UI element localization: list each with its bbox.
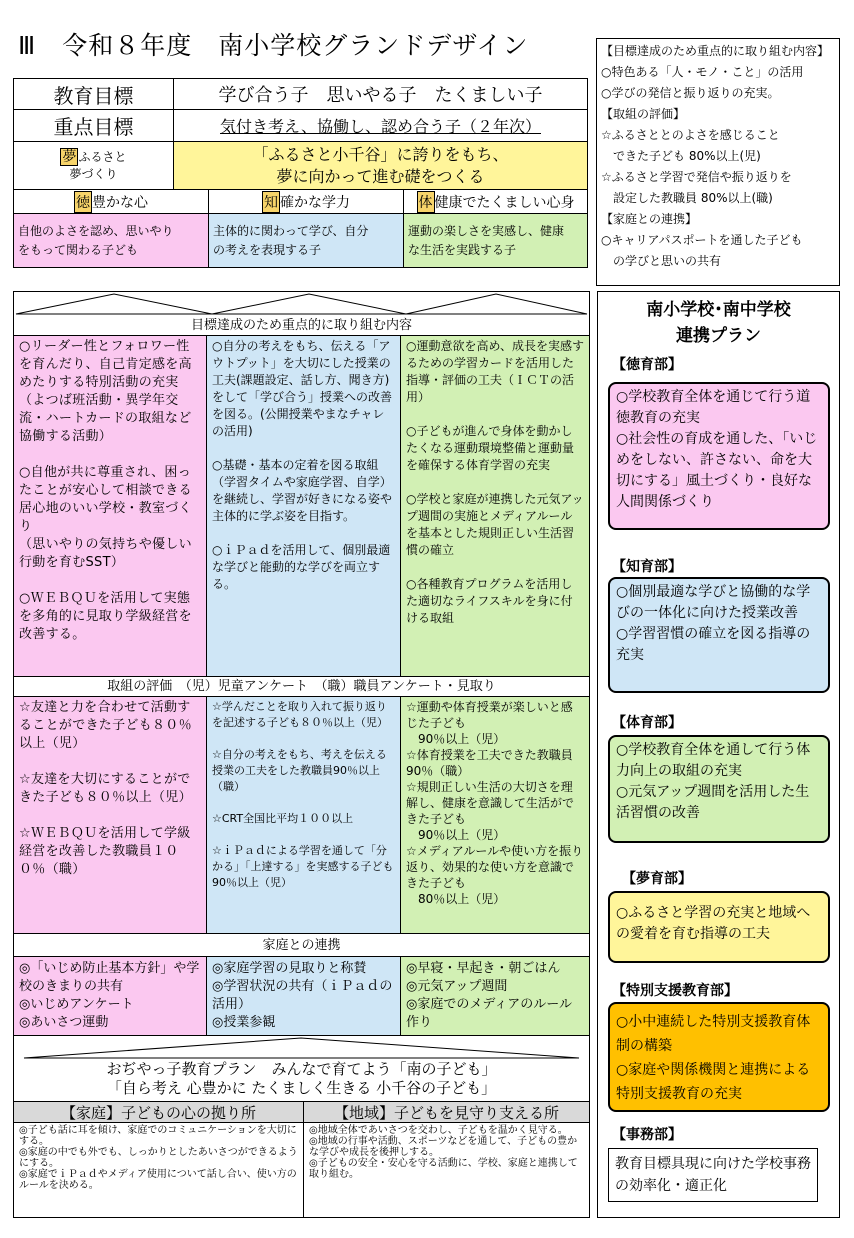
- goals-table: [13, 78, 588, 268]
- focus-goal-label: 重点目標: [14, 110, 174, 142]
- dream-label-line2: 夢づくり: [69, 166, 118, 181]
- key-content-line: できた子ども 80%以上(児): [601, 149, 761, 163]
- focus-goal-underlined: 気付き考え、協働し、認め合う子（２年次）: [220, 117, 541, 136]
- body-home: ◎早寝・早起き・朝ごはん ◎元気アップ週間 ◎家庭でのメディアのルール作り: [401, 957, 589, 1036]
- home-title: 【家庭】子どもの心の拠り所: [14, 1101, 304, 1123]
- key-content-line: ○特色ある「人・モノ・こと」の活用: [601, 65, 804, 79]
- section-head-office: 【事務部】: [612, 1127, 682, 1143]
- section-knowledge: ○個別最適な学びと協働的な学びの一体化に向けた授業改善 ○学習習慣の確立を図る指導の充実: [608, 577, 830, 693]
- key-content-line: 【家庭との連携】: [601, 212, 698, 226]
- pillar-knowledge-header: [209, 190, 404, 213]
- section-office: 教育目標具現に向けた学校事務の効率化・適正化: [608, 1148, 818, 1202]
- moral-label: 豊かな心: [92, 194, 148, 211]
- pillar-moral-desc: 自他のよさを認め、思いやり をもって関わる子ども: [14, 214, 209, 267]
- dream-text: 「ふるさと小千谷」に誇りをもち、 夢に向かって進む礎をつくる: [174, 142, 587, 190]
- section-head-knowledge: 【知育部】: [612, 559, 682, 575]
- bottom-arrow: [14, 1036, 589, 1060]
- key-content-line: 【目標達成のため重点的に取り組む内容】: [601, 44, 830, 58]
- knowledge-kanji-badge: 知: [262, 191, 280, 213]
- plan-line2: 「自ら考え 心豊かに たくましく生きる 小千谷の子ども」: [106, 1078, 497, 1097]
- dream-kanji-badge: 夢: [62, 148, 77, 165]
- section-head-moral: 【徳育部】: [612, 357, 682, 373]
- pillar-body-header: [404, 190, 587, 213]
- section-head-dream: 【夢育部】: [622, 871, 692, 887]
- eval-header: 取組の評価 （児）児童アンケート （職）職員アンケート・見取り: [14, 676, 589, 697]
- moral-eval: ☆友達と力を合わせて活動することができた子ども８０％以上（児） ☆友達を大切にすることができた子ども８０％以上（児） ☆ＷＥＢＱＵを活用して学級経営を改善した教職員１００％（職）: [14, 697, 207, 933]
- knowledge-actions: ○自分の考えをもち、伝える「アウトプット」を大切にした授業の工夫(課題設定、話し方、聞き方)をして「学び合う」授業への改善を図る。(公開授業やまなチャレの活用) ○基礎・基本の定着を図る取組（学習タイムや家庭学習、自学）を継続し、学習が好きになる姿や主体的に学ぶ姿を目指す。 ○ｉＰａｄを活用して、個別最適な学びと能動的な学びを両立する。: [207, 336, 401, 676]
- moral-actions: ○リーダー性とフォロワー性を育んだり、自己肯定感を高めたりする特別活動の充実（よつば班活動・異学年交流・ハートカードの取組など協働する活動） ○自他が共に尊重され、困ったことが安心して相談できる居心地のいい学校・教室づくり （思いやりの気持ちや優しい行動を育むSST） ○ＷＥＢＱＵを活用して実態を多角的に見取り学級経営を改善する。: [14, 336, 207, 676]
- dream-label-line1: [60, 149, 126, 166]
- page-title: Ⅲ 令和８年度 南小学校グランドデザイン: [18, 31, 529, 60]
- pillar-moral-header: [14, 190, 209, 213]
- edu-goal-text: 学び合う子 思いやる子 たくましい子: [174, 79, 587, 110]
- area-title: 【地域】子どもを見守り支える所: [304, 1101, 589, 1123]
- key-content-line: の学びと思いの共有: [601, 254, 722, 268]
- dream-label-rest: ふるさと: [78, 149, 127, 164]
- collab-plan-sidebar: [597, 291, 840, 1218]
- key-content-line: ○キャリアパスポートを通した子ども: [601, 233, 803, 247]
- section-head-body: 【体育部】: [612, 715, 682, 731]
- plan-line1: おぢやっ子教育プラン みんなで育てよう「南の子ども」: [106, 1059, 497, 1078]
- key-content-line: ☆ふるさと学習で発信や振り返りを: [601, 170, 792, 184]
- key-content-line: ☆ふるさととのよさを感じること: [601, 128, 780, 142]
- knowledge-label: 確かな学力: [280, 194, 350, 211]
- main-framework: [13, 291, 590, 1218]
- pillar-body-desc: 運動の楽しさを実感し、健康 な生活を実践する子: [404, 214, 587, 267]
- top-arrows: [14, 292, 589, 316]
- section-body: ○学校教育全体を通して行う体力向上の取組の充実 ○元気アップ週間を活用した生活習慣の改善: [608, 735, 830, 843]
- home-header: 家庭との連携: [14, 933, 589, 957]
- knowledge-eval: ☆学んだことを取り入れて振り返りを記述する子ども８０％以上（児） ☆自分の考えをもち、考えを伝える授業の工夫をした教職員90％以上（職） ☆CRT全国比平均１００以上 ☆ｉＰａｄによる学習を通して「分かる」「上達する」を実感する子ども90％以上（児）: [207, 697, 401, 933]
- area-role-text: ◎地域全体であいさつを交わし、子どもを温かく見守る。 ◎地域の行事や活動、スポーツなどを通して、子どもの豊かな学びや成長を後押しする。 ◎子どもの安全・安心を守る活動に、学校、家庭と連携して取り組む。: [309, 1125, 578, 1180]
- main-header: 目標達成のため重点的に取り組む内容: [14, 316, 589, 336]
- section-moral: ○学校教育全体を通じて行う道徳教育の充実 ○社会性の育成を通した、「いじめをしない、許さない、命を大切にする」風土づくり・良好な人間関係づくり: [608, 382, 830, 530]
- dream-label: [14, 142, 174, 190]
- pillar-knowledge-desc: 主体的に関わって学び、自分 の考えを表現する子: [209, 214, 404, 267]
- home-role-text: ◎子ども話に耳を傾け、家庭でのコミュニケーションを大切にする。 ◎家庭の中でも外でも、しっかりとしたあいさつができるようにする。 ◎家庭でｉＰａｄやメディア使用について話し合い、使い方のルールを決める。: [14, 1123, 304, 1217]
- body-label: 健康でたくましい心身: [434, 194, 575, 211]
- focus-goal-text: [174, 110, 587, 142]
- body-kanji-badge: 体: [417, 191, 435, 213]
- key-content-line: 設定した教職員 80%以上(職): [601, 191, 773, 205]
- key-content-line: 【取組の評価】: [601, 107, 686, 121]
- section-head-special: 【特別支援教育部】: [612, 983, 738, 999]
- body-actions: ○運動意欲を高め、成長を実感するための学習カードを活用した指導・評価の工夫（ＩＣＴの活用） ○子どもが進んで身体を動かしたくなる運動環境整備と運動量を確保する体育学習の充実 ○学校と家庭が連携した元気アップ週間の実施とメディアルールを基本とした規則正しい生活習慣の確立 ○各種教育プログラムを活用した適切なライフスキルを身に付ける取組: [401, 336, 589, 676]
- sidebar-title: 南小学校･南中学校 連携プラン: [646, 300, 791, 346]
- knowledge-home: ◎家庭学習の見取りと称賛 ◎学習状況の共有（ｉＰａｄの活用） ◎授業参観: [207, 957, 401, 1036]
- key-content-box: [596, 38, 840, 286]
- section-special: ○小中連続した特別支援教育体制の構築 ○家庭や関係機関と連携による特別支援教育の充実: [608, 1002, 830, 1112]
- body-eval: ☆運動や体育授業が楽しいと感じた子ども 90％以上（児） ☆体育授業を工夫できた教職員 90％（職） ☆規則正しい生活の大切さを理解し、健康を意識して生活ができた子ども 90％以上（児） ☆メディアルールや使い方を振り返り、効果的な使い方を意識できた子ども 80％以上（児）: [401, 697, 589, 933]
- pillar-headers: [14, 190, 587, 214]
- edu-goal-label: 教育目標: [14, 79, 174, 110]
- moral-kanji-badge: 徳: [74, 191, 92, 213]
- key-content-line: ○学びの発信と振り返りの充実。: [601, 86, 780, 100]
- moral-home: ◎「いじめ防止基本方針」や学校のきまりの共有 ◎いじめアンケート ◎あいさつ運動: [14, 957, 207, 1036]
- section-dream: ○ふるさと学習の充実と地域への愛着を育む指導の工夫: [608, 891, 830, 963]
